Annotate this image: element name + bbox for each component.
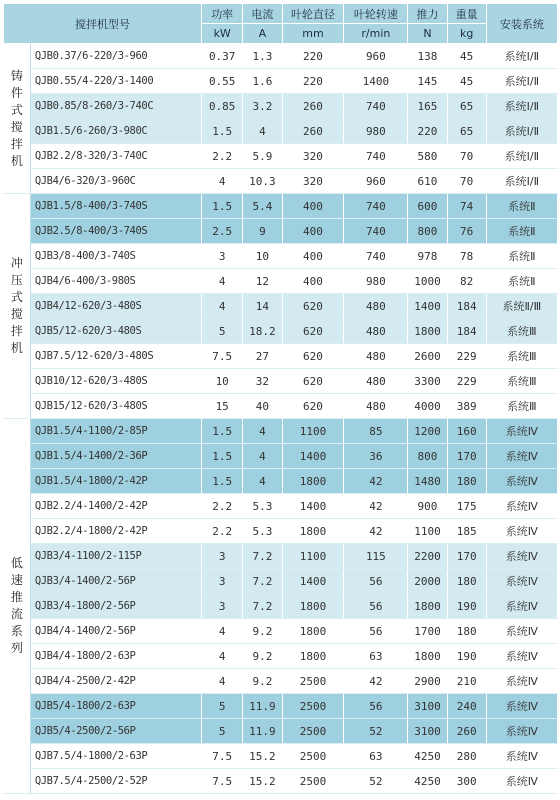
header-thrust: 推力 <box>408 4 447 24</box>
header-power: 功率 <box>202 4 243 24</box>
cell-thrust: 2200 <box>408 544 447 569</box>
header-row-names <box>4 4 558 24</box>
cell-speed: 740 <box>344 94 408 119</box>
cell-diameter: 1400 <box>282 569 344 594</box>
cell-diameter: 2500 <box>282 744 344 769</box>
cell-speed: 36 <box>344 444 408 469</box>
cell-current: 10 <box>243 244 282 269</box>
cell-weight: 180 <box>447 619 486 644</box>
cell-speed: 115 <box>344 544 408 569</box>
cell-install-system: 系统Ⅳ <box>486 569 557 594</box>
cell-model: QJB2.2/4-1800/2-42P <box>30 519 201 544</box>
cell-current: 9.2 <box>243 669 282 694</box>
cell-diameter: 1100 <box>282 544 344 569</box>
cell-weight: 70 <box>447 144 486 169</box>
table-row <box>4 694 558 719</box>
cell-diameter: 400 <box>282 219 344 244</box>
cell-speed: 42 <box>344 669 408 694</box>
table-row <box>4 344 558 369</box>
table-row <box>4 719 558 744</box>
cell-diameter: 400 <box>282 194 344 219</box>
cell-model: QJB1.5/4-1800/2-42P <box>30 469 201 494</box>
cell-model: QJB4/4-1800/2-63P <box>30 644 201 669</box>
table-header <box>4 4 558 44</box>
cell-install-system: 系统Ⅰ/Ⅱ <box>486 144 557 169</box>
cell-diameter: 220 <box>282 44 344 69</box>
cell-power: 5 <box>202 719 243 744</box>
cell-model: QJB2.5/8-400/3-740S <box>30 219 201 244</box>
cell-weight: 78 <box>447 244 486 269</box>
cell-weight: 70 <box>447 169 486 194</box>
cell-model: QJB10/12-620/3-480S <box>30 369 201 394</box>
cell-speed: 42 <box>344 494 408 519</box>
cell-weight: 180 <box>447 469 486 494</box>
table-row <box>4 169 558 194</box>
cell-install-system: 系统Ⅲ <box>486 394 557 419</box>
cell-model: QJB3/4-1800/2-56P <box>30 594 201 619</box>
header-model: 搅拌机型号 <box>4 4 202 44</box>
cell-install-system: 系统Ⅳ <box>486 419 557 444</box>
table-row <box>4 769 558 794</box>
cell-model: QJB4/6-400/3-980S <box>30 269 201 294</box>
cell-weight: 389 <box>447 394 486 419</box>
cell-thrust: 1100 <box>408 519 447 544</box>
cell-diameter: 2500 <box>282 769 344 794</box>
cell-current: 15.2 <box>243 744 282 769</box>
table-row <box>4 194 558 219</box>
cell-power: 0.85 <box>202 94 243 119</box>
cell-power: 4 <box>202 669 243 694</box>
cell-weight: 74 <box>447 194 486 219</box>
unit-speed: r/min <box>344 24 408 44</box>
cell-install-system: 系统Ⅳ <box>486 694 557 719</box>
cell-model: QJB4/12-620/3-480S <box>30 294 201 319</box>
cell-weight: 229 <box>447 369 486 394</box>
cell-model: QJB7.5/4-2500/2-52P <box>30 769 201 794</box>
cell-model: QJB7.5/4-1800/2-63P <box>30 744 201 769</box>
cell-current: 7.2 <box>243 594 282 619</box>
cell-power: 5 <box>202 694 243 719</box>
cell-speed: 960 <box>344 44 408 69</box>
header-install-system: 安装系统 <box>486 4 557 44</box>
cell-weight: 170 <box>447 444 486 469</box>
cell-weight: 76 <box>447 219 486 244</box>
cell-current: 4 <box>243 469 282 494</box>
cell-diameter: 2500 <box>282 669 344 694</box>
cell-weight: 170 <box>447 544 486 569</box>
cell-speed: 980 <box>344 269 408 294</box>
cell-weight: 45 <box>447 44 486 69</box>
cell-diameter: 620 <box>282 369 344 394</box>
cell-weight: 180 <box>447 569 486 594</box>
header-impeller-diameter: 叶轮直径 <box>282 4 344 24</box>
cell-current: 5.3 <box>243 494 282 519</box>
cell-thrust: 145 <box>408 69 447 94</box>
table-row <box>4 619 558 644</box>
cell-thrust: 800 <box>408 444 447 469</box>
cell-thrust: 1700 <box>408 619 447 644</box>
header-weight: 重量 <box>447 4 486 24</box>
cell-thrust: 1800 <box>408 644 447 669</box>
cell-current: 5.3 <box>243 519 282 544</box>
cell-current: 40 <box>243 394 282 419</box>
cell-speed: 480 <box>344 344 408 369</box>
cell-weight: 184 <box>447 319 486 344</box>
group-label <box>4 419 31 794</box>
cell-current: 9.2 <box>243 619 282 644</box>
cell-install-system: 系统Ⅱ <box>486 194 557 219</box>
table-row <box>4 369 558 394</box>
table-row <box>4 444 558 469</box>
cell-weight: 190 <box>447 644 486 669</box>
table-row <box>4 294 558 319</box>
cell-thrust: 600 <box>408 194 447 219</box>
cell-speed: 56 <box>344 569 408 594</box>
cell-speed: 52 <box>344 769 408 794</box>
cell-power: 4 <box>202 269 243 294</box>
cell-diameter: 260 <box>282 119 344 144</box>
cell-weight: 300 <box>447 769 486 794</box>
cell-power: 0.55 <box>202 69 243 94</box>
cell-thrust: 1800 <box>408 594 447 619</box>
cell-weight: 280 <box>447 744 486 769</box>
cell-current: 18.2 <box>243 319 282 344</box>
header-current: 电流 <box>243 4 282 24</box>
cell-speed: 63 <box>344 744 408 769</box>
unit-diameter: mm <box>282 24 344 44</box>
cell-diameter: 260 <box>282 94 344 119</box>
cell-install-system: 系统Ⅳ <box>486 594 557 619</box>
cell-speed: 480 <box>344 369 408 394</box>
cell-diameter: 1400 <box>282 444 344 469</box>
cell-diameter: 2500 <box>282 694 344 719</box>
cell-weight: 65 <box>447 94 486 119</box>
cell-speed: 56 <box>344 619 408 644</box>
cell-diameter: 320 <box>282 144 344 169</box>
cell-power: 3 <box>202 244 243 269</box>
cell-current: 5.9 <box>243 144 282 169</box>
cell-thrust: 800 <box>408 219 447 244</box>
cell-thrust: 900 <box>408 494 447 519</box>
cell-thrust: 1400 <box>408 294 447 319</box>
table-row <box>4 319 558 344</box>
table-row <box>4 269 558 294</box>
cell-diameter: 620 <box>282 394 344 419</box>
cell-thrust: 2000 <box>408 569 447 594</box>
cell-install-system: 系统Ⅳ <box>486 619 557 644</box>
cell-current: 5.4 <box>243 194 282 219</box>
cell-thrust: 4250 <box>408 769 447 794</box>
table-row <box>4 69 558 94</box>
cell-install-system: 系统Ⅱ <box>486 219 557 244</box>
cell-model: QJB5/12-620/3-480S <box>30 319 201 344</box>
cell-install-system: 系统Ⅲ <box>486 369 557 394</box>
cell-power: 4 <box>202 619 243 644</box>
cell-thrust: 3100 <box>408 719 447 744</box>
table-row <box>4 519 558 544</box>
cell-install-system: 系统Ⅳ <box>486 719 557 744</box>
cell-weight: 184 <box>447 294 486 319</box>
cell-power: 4 <box>202 169 243 194</box>
cell-current: 11.9 <box>243 694 282 719</box>
cell-power: 1.5 <box>202 469 243 494</box>
cell-speed: 1400 <box>344 69 408 94</box>
cell-diameter: 1800 <box>282 469 344 494</box>
cell-install-system: 系统Ⅳ <box>486 494 557 519</box>
cell-thrust: 1800 <box>408 319 447 344</box>
cell-power: 7.5 <box>202 344 243 369</box>
table-row <box>4 94 558 119</box>
cell-speed: 480 <box>344 294 408 319</box>
cell-install-system: 系统Ⅳ <box>486 444 557 469</box>
cell-thrust: 978 <box>408 244 447 269</box>
cell-current: 10.3 <box>243 169 282 194</box>
cell-power: 3 <box>202 569 243 594</box>
cell-power: 3 <box>202 544 243 569</box>
table-row <box>4 244 558 269</box>
cell-model: QJB7.5/12-620/3-480S <box>30 344 201 369</box>
table-row <box>4 594 558 619</box>
cell-weight: 190 <box>447 594 486 619</box>
cell-current: 3.2 <box>243 94 282 119</box>
cell-speed: 52 <box>344 719 408 744</box>
cell-power: 5 <box>202 319 243 344</box>
unit-current: A <box>243 24 282 44</box>
cell-current: 32 <box>243 369 282 394</box>
cell-weight: 210 <box>447 669 486 694</box>
cell-model: QJB4/6-320/3-960C <box>30 169 201 194</box>
cell-install-system: 系统Ⅳ <box>486 669 557 694</box>
cell-thrust: 2900 <box>408 669 447 694</box>
cell-speed: 56 <box>344 694 408 719</box>
cell-install-system: 系统Ⅱ <box>486 244 557 269</box>
cell-install-system: 系统Ⅱ/Ⅲ <box>486 294 557 319</box>
cell-power: 4 <box>202 294 243 319</box>
cell-install-system: 系统Ⅲ <box>486 344 557 369</box>
cell-current: 9.2 <box>243 644 282 669</box>
cell-install-system: 系统Ⅰ/Ⅱ <box>486 119 557 144</box>
cell-speed: 480 <box>344 319 408 344</box>
cell-thrust: 580 <box>408 144 447 169</box>
unit-weight: kg <box>447 24 486 44</box>
cell-current: 4 <box>243 419 282 444</box>
cell-weight: 65 <box>447 119 486 144</box>
cell-current: 11.9 <box>243 719 282 744</box>
cell-thrust: 138 <box>408 44 447 69</box>
cell-model: QJB1.5/8-400/3-740S <box>30 194 201 219</box>
cell-install-system: 系统Ⅰ/Ⅱ <box>486 169 557 194</box>
group-label-text: 铸件式搅拌机 <box>10 68 23 168</box>
mixer-spec-table <box>3 3 558 794</box>
table-row <box>4 744 558 769</box>
group-label <box>4 194 31 419</box>
cell-install-system: 系统Ⅰ/Ⅱ <box>486 44 557 69</box>
cell-model: QJB0.85/8-260/3-740C <box>30 94 201 119</box>
cell-thrust: 1480 <box>408 469 447 494</box>
cell-current: 7.2 <box>243 544 282 569</box>
table-row <box>4 219 558 244</box>
cell-speed: 960 <box>344 169 408 194</box>
cell-weight: 175 <box>447 494 486 519</box>
cell-thrust: 4250 <box>408 744 447 769</box>
cell-model: QJB3/4-1100/2-115P <box>30 544 201 569</box>
cell-speed: 740 <box>344 244 408 269</box>
cell-diameter: 1800 <box>282 594 344 619</box>
cell-power: 2.2 <box>202 494 243 519</box>
cell-model: QJB15/12-620/3-480S <box>30 394 201 419</box>
cell-model: QJB2.2/8-320/3-740C <box>30 144 201 169</box>
cell-weight: 82 <box>447 269 486 294</box>
group-label-text: 冲压式搅拌机 <box>10 256 23 355</box>
table-body <box>4 44 558 794</box>
table-row <box>4 569 558 594</box>
cell-install-system: 系统Ⅳ <box>486 544 557 569</box>
cell-power: 1.5 <box>202 444 243 469</box>
cell-current: 15.2 <box>243 769 282 794</box>
group-label <box>4 44 31 194</box>
cell-install-system: 系统Ⅱ <box>486 269 557 294</box>
cell-current: 9 <box>243 219 282 244</box>
cell-install-system: 系统Ⅳ <box>486 469 557 494</box>
cell-current: 7.2 <box>243 569 282 594</box>
table-row <box>4 494 558 519</box>
cell-thrust: 4000 <box>408 394 447 419</box>
cell-power: 7.5 <box>202 744 243 769</box>
cell-speed: 740 <box>344 219 408 244</box>
cell-weight: 45 <box>447 69 486 94</box>
table-row <box>4 144 558 169</box>
cell-install-system: 系统Ⅳ <box>486 769 557 794</box>
cell-diameter: 1800 <box>282 619 344 644</box>
cell-model: QJB3/4-1400/2-56P <box>30 569 201 594</box>
cell-power: 3 <box>202 594 243 619</box>
cell-power: 2.2 <box>202 144 243 169</box>
cell-install-system: 系统Ⅳ <box>486 744 557 769</box>
cell-diameter: 620 <box>282 344 344 369</box>
unit-power: kW <box>202 24 243 44</box>
cell-speed: 42 <box>344 519 408 544</box>
cell-model: QJB4/4-1400/2-56P <box>30 619 201 644</box>
cell-model: QJB5/4-2500/2-56P <box>30 719 201 744</box>
cell-install-system: 系统Ⅲ <box>486 319 557 344</box>
cell-model: QJB2.2/4-1400/2-42P <box>30 494 201 519</box>
table-row <box>4 544 558 569</box>
cell-power: 1.5 <box>202 419 243 444</box>
cell-diameter: 220 <box>282 69 344 94</box>
cell-weight: 260 <box>447 719 486 744</box>
cell-model: QJB1.5/4-1100/2-85P <box>30 419 201 444</box>
cell-install-system: 系统Ⅳ <box>486 644 557 669</box>
cell-power: 15 <box>202 394 243 419</box>
cell-diameter: 1800 <box>282 644 344 669</box>
cell-speed: 480 <box>344 394 408 419</box>
cell-power: 4 <box>202 644 243 669</box>
cell-weight: 160 <box>447 419 486 444</box>
cell-thrust: 1200 <box>408 419 447 444</box>
cell-thrust: 220 <box>408 119 447 144</box>
table-row <box>4 644 558 669</box>
cell-thrust: 2600 <box>408 344 447 369</box>
cell-current: 4 <box>243 444 282 469</box>
cell-speed: 42 <box>344 469 408 494</box>
cell-model: QJB3/8-400/3-740S <box>30 244 201 269</box>
cell-power: 0.37 <box>202 44 243 69</box>
cell-model: QJB4/4-2500/2-42P <box>30 669 201 694</box>
table-row <box>4 119 558 144</box>
cell-power: 1.5 <box>202 194 243 219</box>
cell-current: 4 <box>243 119 282 144</box>
cell-weight: 240 <box>447 694 486 719</box>
cell-diameter: 620 <box>282 294 344 319</box>
cell-power: 1.5 <box>202 119 243 144</box>
cell-current: 1.6 <box>243 69 282 94</box>
cell-speed: 63 <box>344 644 408 669</box>
cell-model: QJB1.5/4-1400/2-36P <box>30 444 201 469</box>
cell-speed: 85 <box>344 419 408 444</box>
cell-thrust: 1000 <box>408 269 447 294</box>
cell-current: 14 <box>243 294 282 319</box>
cell-speed: 56 <box>344 594 408 619</box>
cell-model: QJB1.5/6-260/3-980C <box>30 119 201 144</box>
header-impeller-speed: 叶轮转速 <box>344 4 408 24</box>
table-row <box>4 394 558 419</box>
cell-model: QJB0.37/6-220/3-960 <box>30 44 201 69</box>
cell-diameter: 2500 <box>282 719 344 744</box>
cell-thrust: 165 <box>408 94 447 119</box>
cell-speed: 740 <box>344 194 408 219</box>
cell-weight: 185 <box>447 519 486 544</box>
cell-power: 2.5 <box>202 219 243 244</box>
cell-diameter: 1100 <box>282 419 344 444</box>
cell-install-system: 系统Ⅰ/Ⅱ <box>486 69 557 94</box>
cell-thrust: 3100 <box>408 694 447 719</box>
cell-diameter: 400 <box>282 244 344 269</box>
cell-current: 27 <box>243 344 282 369</box>
cell-thrust: 3300 <box>408 369 447 394</box>
cell-thrust: 610 <box>408 169 447 194</box>
unit-thrust: N <box>408 24 447 44</box>
cell-current: 12 <box>243 269 282 294</box>
table-row <box>4 669 558 694</box>
cell-power: 10 <box>202 369 243 394</box>
cell-diameter: 620 <box>282 319 344 344</box>
cell-diameter: 400 <box>282 269 344 294</box>
cell-install-system: 系统Ⅳ <box>486 519 557 544</box>
cell-model: QJB5/4-1800/2-63P <box>30 694 201 719</box>
cell-diameter: 1800 <box>282 519 344 544</box>
table-row <box>4 44 558 69</box>
cell-install-system: 系统Ⅰ/Ⅱ <box>486 94 557 119</box>
cell-power: 2.2 <box>202 519 243 544</box>
cell-diameter: 1400 <box>282 494 344 519</box>
cell-weight: 229 <box>447 344 486 369</box>
cell-model: QJB0.55/4-220/3-1400 <box>30 69 201 94</box>
cell-speed: 740 <box>344 144 408 169</box>
cell-diameter: 320 <box>282 169 344 194</box>
cell-power: 7.5 <box>202 769 243 794</box>
table-row <box>4 469 558 494</box>
cell-speed: 980 <box>344 119 408 144</box>
cell-current: 1.3 <box>243 44 282 69</box>
group-label-text: 低速推流系列 <box>10 556 23 655</box>
table-row <box>4 419 558 444</box>
